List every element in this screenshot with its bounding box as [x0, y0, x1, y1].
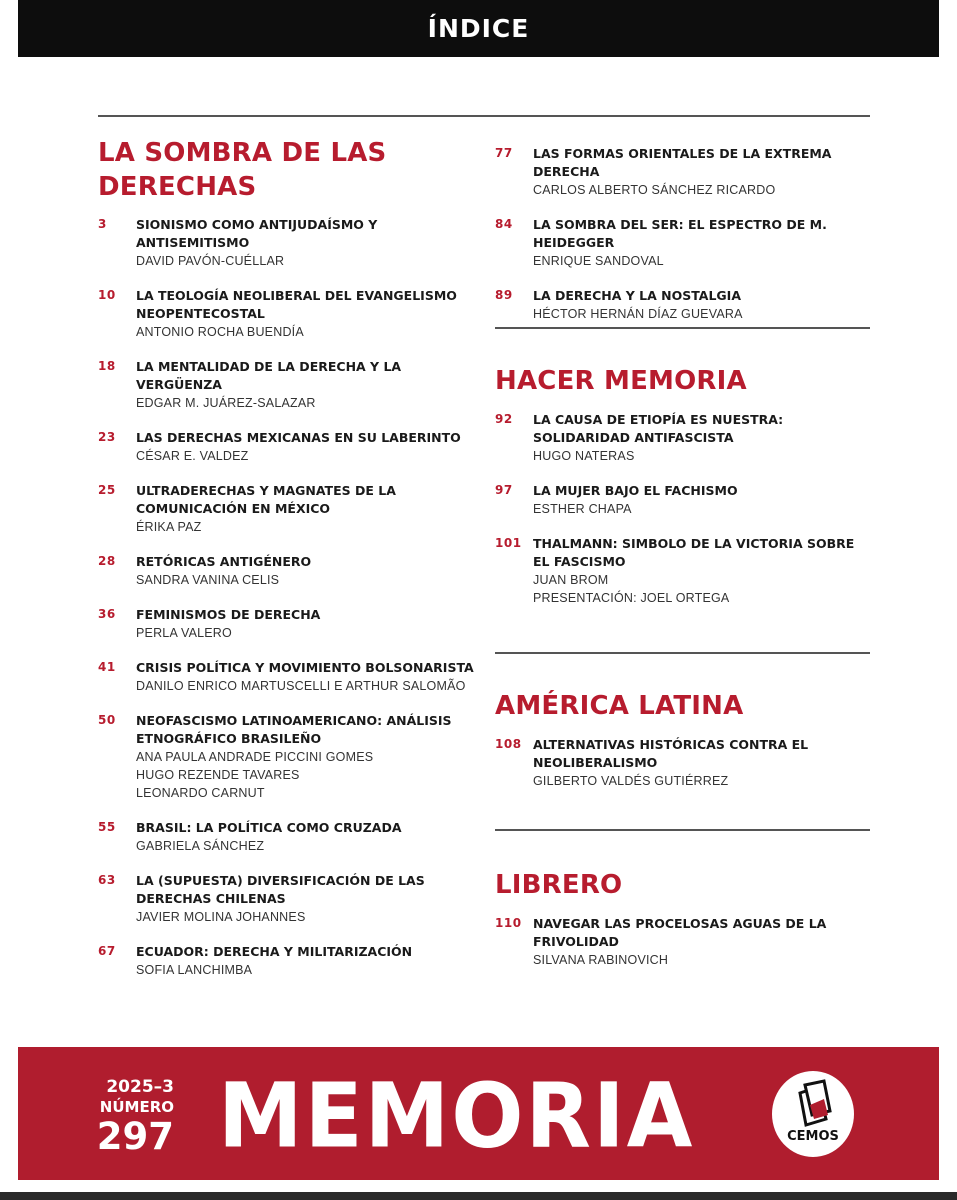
- cemos-badge: [772, 1071, 854, 1157]
- cemos-emblem-icon: [772, 1071, 854, 1131]
- footer-banner: [18, 1047, 939, 1180]
- index-entry: [98, 216, 478, 270]
- entry-author: HUGO REZENDE TAVARES: [136, 768, 300, 782]
- index-entry: [495, 216, 875, 270]
- entries-america-latina: [495, 736, 875, 790]
- entry-title: LA DERECHA Y LA NOSTALGIA: [533, 288, 741, 303]
- index-entry: [98, 429, 478, 465]
- divider-top: [98, 115, 870, 117]
- entry-author: LEONARDO CARNUT: [136, 786, 265, 800]
- section-hacer-memoria: [495, 364, 875, 624]
- entry-author: JAVIER MOLINA JOHANNES: [136, 910, 306, 924]
- entry-author: SANDRA VANINA CELIS: [136, 573, 280, 587]
- entry-page-number: 18: [98, 359, 116, 373]
- cemos-label: CEMOS: [787, 1129, 839, 1144]
- entry-page-number: 92: [495, 412, 513, 426]
- entry-title: ECUADOR: DERECHA Y MILITARIZACIÓN: [136, 944, 413, 959]
- section-title-la-sombra: LA SOMBRA DE LAS DERECHAS: [98, 138, 387, 202]
- entry-author: CÉSAR E. VALDEZ: [136, 449, 249, 463]
- index-entry: [98, 358, 478, 412]
- index-entry: [495, 145, 875, 199]
- section-title-america-latina: AMÉRICA LATINA: [495, 691, 744, 721]
- entry-title: CRISIS POLÍTICA Y MOVIMIENTO BOLSONARISTA: [136, 660, 474, 675]
- entry-author: ESTHER CHAPA: [533, 502, 632, 516]
- entry-title: LA TEOLOGÍA NEOLIBERAL DEL EVANGELISMO NEOPENTECOSTAL: [136, 288, 457, 321]
- index-entry: [495, 915, 875, 969]
- entry-page-number: 89: [495, 288, 513, 302]
- issue-info: [92, 1077, 174, 1157]
- divider-america-latina: [495, 652, 870, 654]
- index-entry: [495, 535, 875, 607]
- entry-author: ANTONIO ROCHA BUENDÍA: [136, 325, 304, 339]
- index-entry: [495, 287, 875, 323]
- entry-page-number: 77: [495, 146, 513, 160]
- entry-title: RETÓRICAS ANTIGÉNERO: [136, 554, 312, 569]
- index-entry: [98, 712, 478, 802]
- entry-page-number: 50: [98, 713, 116, 727]
- page-title: ÍNDICE: [427, 14, 530, 43]
- entries-left: [98, 216, 478, 979]
- entry-page-number: 41: [98, 660, 116, 674]
- section-title-hacer-memoria: HACER MEMORIA: [495, 366, 747, 396]
- entry-title: BRASIL: LA POLÍTICA COMO CRUZADA: [136, 820, 402, 835]
- issue-number: 297: [96, 1115, 174, 1158]
- entry-page-number: 108: [495, 737, 522, 751]
- entry-author: SOFIA LANCHIMBA: [136, 963, 253, 977]
- entries-right-top: [495, 145, 875, 323]
- entry-title: LA (SUPUESTA) DIVERSIFICACIÓN DE LAS DERECHAS CHILENAS: [136, 873, 425, 906]
- index-entry: [495, 482, 875, 518]
- entry-title: NAVEGAR LAS PROCELOSAS AGUAS DE LA FRIVOLIDAD: [533, 916, 827, 949]
- entry-author: EDGAR M. JUÁREZ-SALAZAR: [136, 396, 316, 410]
- entry-title: LAS DERECHAS MEXICANAS EN SU LABERINTO: [136, 430, 461, 445]
- divider-librero: [495, 829, 870, 831]
- entry-title: LA MENTALIDAD DE LA DERECHA Y LA VERGÜENZA: [136, 359, 402, 392]
- entry-author: JUAN BROM: [533, 573, 609, 587]
- header-bar: [18, 0, 939, 57]
- memoria-logo: MEMORIA: [218, 1064, 695, 1169]
- section-la-sombra: [98, 136, 478, 996]
- entry-page-number: 97: [495, 483, 513, 497]
- entry-page-number: 10: [98, 288, 116, 302]
- index-entry: [98, 659, 478, 695]
- index-entry: [98, 287, 478, 341]
- entry-author: GILBERTO VALDÉS GUTIÉRREZ: [533, 774, 729, 788]
- entry-author: PERLA VALERO: [136, 626, 232, 640]
- entry-page-number: 110: [495, 916, 522, 930]
- section-title-librero: LIBRERO: [495, 870, 623, 900]
- entry-title: SIONISMO COMO ANTIJUDAÍSMO Y ANTISEMITISMO: [136, 217, 378, 250]
- entry-title: NEOFASCISMO LATINOAMERICANO: ANÁLISIS ETNOGRÁFICO BRASILEÑO: [136, 713, 452, 746]
- entry-author: DAVID PAVÓN-CUÉLLAR: [136, 254, 285, 268]
- entry-page-number: 3: [98, 217, 107, 231]
- index-entry: [98, 553, 478, 589]
- entry-page-number: 67: [98, 944, 116, 958]
- entry-title: ULTRADERECHAS Y MAGNATES DE LA COMUNICACIÓN EN MÉXICO: [136, 483, 396, 516]
- entry-author: DANILO ENRICO MARTUSCELLI E ARTHUR SALOMÃO: [136, 679, 466, 693]
- index-entry: [98, 606, 478, 642]
- index-entry: [495, 411, 875, 465]
- entry-title: ALTERNATIVAS HISTÓRICAS CONTRA EL NEOLIBERALISMO: [533, 737, 809, 770]
- entry-page-number: 55: [98, 820, 116, 834]
- entry-page-number: 28: [98, 554, 116, 568]
- entry-title: FEMINISMOS DE DERECHA: [136, 607, 321, 622]
- entry-page-number: 84: [495, 217, 513, 231]
- entry-title: THALMANN: SIMBOLO DE LA VICTORIA SOBRE EL FASCISMO: [533, 536, 855, 569]
- right-column: [495, 145, 875, 340]
- entry-title: LA CAUSA DE ETIOPÍA ES NUESTRA: SOLIDARIDAD ANTIFASCISTA: [533, 412, 784, 445]
- entry-author: GABRIELA SÁNCHEZ: [136, 839, 265, 853]
- issue-number-label: NÚMERO: [99, 1098, 174, 1116]
- entry-title: LA SOMBRA DEL SER: EL ESPECTRO DE M. HEIDEGGER: [533, 217, 827, 250]
- entry-author: ENRIQUE SANDOVAL: [533, 254, 664, 268]
- index-page: [18, 0, 939, 1200]
- index-entry: [98, 482, 478, 536]
- entry-author: PRESENTACIÓN: JOEL ORTEGA: [533, 591, 730, 605]
- section-librero: [495, 868, 875, 986]
- entry-author: HÉCTOR HERNÁN DÍAZ GUEVARA: [533, 307, 743, 321]
- index-entry: [98, 943, 478, 979]
- entry-title: LA MUJER BAJO EL FACHISMO: [533, 483, 738, 498]
- entries-librero: [495, 915, 875, 969]
- divider-hacer-memoria: [495, 327, 870, 329]
- entry-author: SILVANA RABINOVICH: [533, 953, 669, 967]
- entry-title: LAS FORMAS ORIENTALES DE LA EXTREMA DERECHA: [533, 146, 832, 179]
- entry-author: ANA PAULA ANDRADE PICCINI GOMES: [136, 750, 374, 764]
- entry-page-number: 25: [98, 483, 116, 497]
- index-entry: [98, 872, 478, 926]
- entry-page-number: 63: [98, 873, 116, 887]
- entry-author: CARLOS ALBERTO SÁNCHEZ RICARDO: [533, 183, 776, 197]
- bottom-edge: [0, 1192, 957, 1200]
- entry-page-number: 36: [98, 607, 116, 621]
- index-entry: [98, 819, 478, 855]
- entries-hacer-memoria: [495, 411, 875, 607]
- entry-author: HUGO NATERAS: [533, 449, 635, 463]
- section-america-latina: [495, 689, 875, 807]
- entry-page-number: 101: [495, 536, 522, 550]
- entry-author: ÉRIKA PAZ: [136, 520, 202, 534]
- issue-year: 2025–3: [106, 1077, 174, 1097]
- index-entry: [495, 736, 875, 790]
- entry-page-number: 23: [98, 430, 116, 444]
